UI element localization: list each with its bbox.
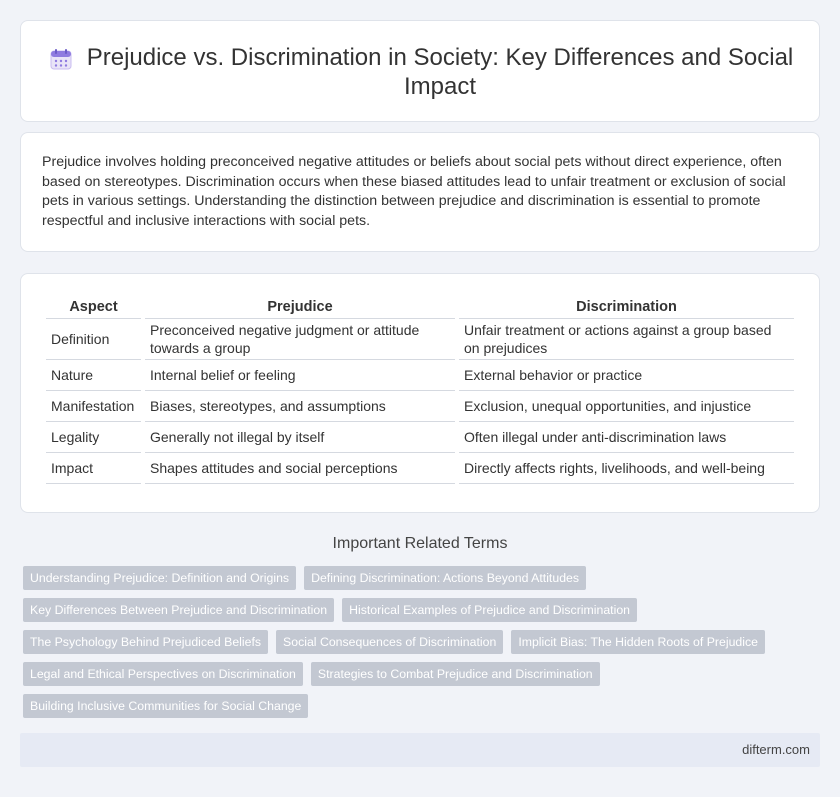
header-discrimination: Discrimination: [459, 297, 794, 319]
header-card: [20, 20, 820, 122]
related-term-link[interactable]: Strategies to Combat Prejudice and Discrimination: [311, 662, 600, 686]
header-prejudice: Prejudice: [145, 297, 455, 319]
related-term-link[interactable]: Key Differences Between Prejudice and Discrimination: [23, 598, 334, 622]
related-terms-title: Important Related Terms: [332, 535, 508, 552]
related-term-link[interactable]: The Psychology Behind Prejudiced Beliefs: [23, 630, 268, 654]
table-row: [46, 319, 794, 360]
aspect-cell: Legality: [46, 422, 141, 453]
comparison-table: [42, 297, 798, 484]
discrimination-cell: Often illegal under anti-discrimination laws: [459, 422, 794, 453]
prejudice-cell: Internal belief or feeling: [145, 360, 455, 391]
table-row: [46, 453, 794, 484]
footer: [20, 733, 820, 767]
table-row: [46, 360, 794, 391]
prejudice-cell: Biases, stereotypes, and assumptions: [145, 391, 455, 422]
aspect-cell: Impact: [46, 453, 141, 484]
aspect-cell: Nature: [46, 360, 141, 391]
table-row: [46, 391, 794, 422]
tag-row: [23, 662, 813, 686]
footer-site-link[interactable]: difterm.com: [742, 742, 810, 757]
related-term-link[interactable]: Building Inclusive Communities for Social Change: [23, 694, 308, 718]
header-aspect: Aspect: [46, 297, 141, 319]
prejudice-cell: Shapes attitudes and social perceptions: [145, 453, 455, 484]
related-terms-list: [23, 566, 813, 726]
intro-paragraph: Prejudice involves holding preconceived negative attitudes or beliefs about social pets without direct experience, often based on stereotypes. Discrimination occurs when these biased attitudes lead to unfair treatment or exclusion of social pets in various settings. Understanding the distinction between prejudice and discrimination is essential to promote respectful and inclusive interactions with social pets.: [42, 154, 786, 229]
discrimination-cell: External behavior or practice: [459, 360, 794, 391]
prejudice-cell: Preconceived negative judgment or attitude towards a group: [145, 319, 455, 360]
tag-row: [23, 566, 813, 590]
related-term-link[interactable]: Historical Examples of Prejudice and Discrimination: [342, 598, 637, 622]
page-title: Prejudice vs. Discrimination in Society: Key Differences and Social Impact: [86, 44, 794, 100]
discrimination-cell: Exclusion, unequal opportunities, and injustice: [459, 391, 794, 422]
aspect-cell: Manifestation: [46, 391, 141, 422]
discrimination-cell: Unfair treatment or actions against a group based on prejudices: [459, 319, 794, 360]
related-term-link[interactable]: Defining Discrimination: Actions Beyond Attitudes: [304, 566, 586, 590]
table-row: [46, 422, 794, 453]
related-term-link[interactable]: Legal and Ethical Perspectives on Discrimination: [23, 662, 303, 686]
tag-row: [23, 630, 813, 654]
discrimination-cell: Directly affects rights, livelihoods, and well-being: [459, 453, 794, 484]
related-term-link[interactable]: Implicit Bias: The Hidden Roots of Prejudice: [511, 630, 765, 654]
related-term-link[interactable]: Understanding Prejudice: Definition and Origins: [23, 566, 296, 590]
prejudice-cell: Generally not illegal by itself: [145, 422, 455, 453]
aspect-cell: Definition: [46, 319, 141, 360]
related-term-link[interactable]: Social Consequences of Discrimination: [276, 630, 503, 654]
table-header-row: [46, 297, 794, 319]
intro-card: [20, 132, 820, 252]
comparison-card: [20, 273, 820, 513]
tag-row: [23, 694, 813, 718]
tag-row: [23, 598, 813, 622]
